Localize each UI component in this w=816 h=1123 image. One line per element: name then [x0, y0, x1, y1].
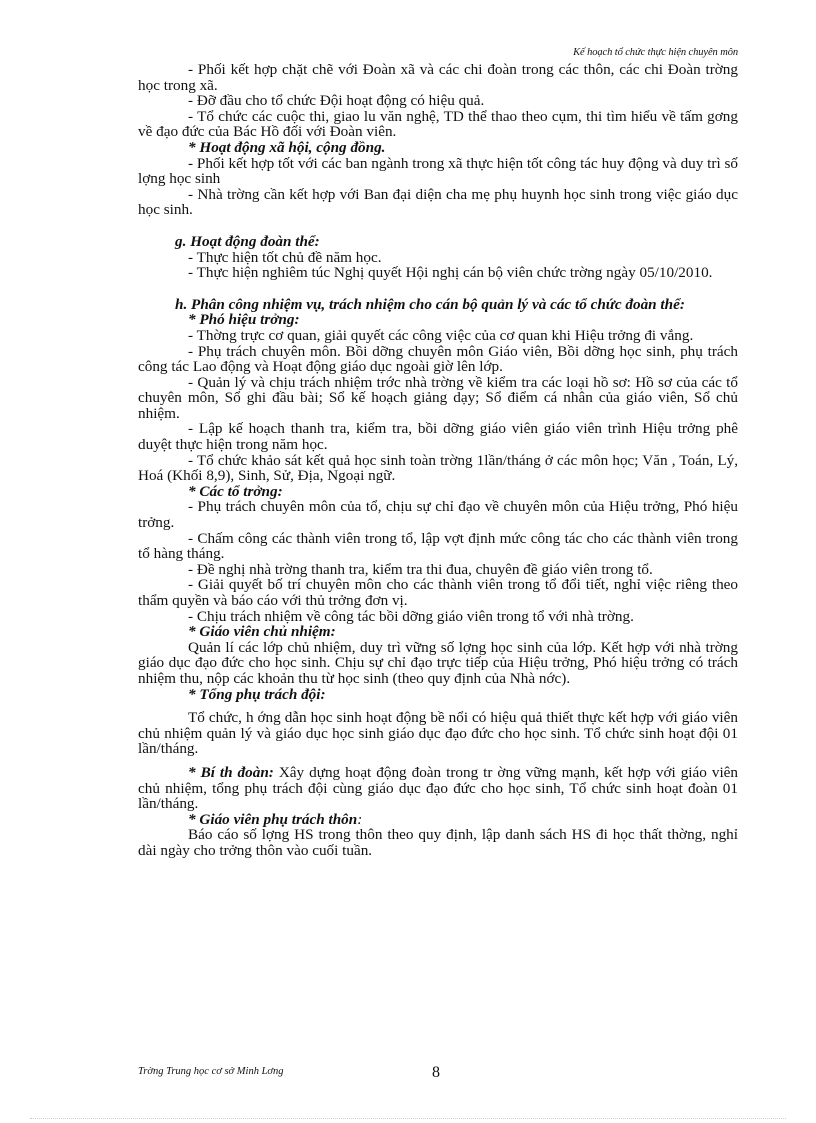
paragraph-with-role	[138, 765, 738, 812]
paragraph: - Nhà trờng cần kết hợp với Ban đại diện cha mẹ phụ huynh học sinh trong việc giáo dục học sinh.	[138, 185, 738, 219]
paragraph: - Tổ chức khảo sát kết quả học sinh toàn trờng 1lần/tháng ở các môn học; Văn , Toán, Lý, Hoá (Khối 8,9), Sinh, Sử, Địa, Ngoại ngữ.	[138, 451, 738, 485]
page-edge-divider	[30, 1118, 786, 1119]
paragraph: - Tổ chức các cuộc thi, giao lu văn nghệ, TD thể thao theo cụm, thi tìm hiểu về tấm gơng về đạo đức của Bác Hồ đối với Đoàn viên.	[138, 107, 738, 141]
paragraph: - Phối kết hợp tốt với các ban ngành trong xã thực hiện tốt công tác huy động và duy trì số lợng học sinh	[138, 154, 738, 188]
footer-school-name: Trờng Trung học cơ sở Minh Lơng	[138, 1066, 284, 1077]
role-heading: * Các tổ trởng:	[188, 482, 283, 500]
page-body	[138, 62, 738, 859]
paragraph: - Phụ trách chuyên môn của tổ, chịu sự chỉ đạo về chuyên môn của Hiệu trởng, Phó hiệu trởng.	[138, 498, 738, 532]
section-heading-h: h. Phân công nhiệm vụ, trách nhiệm cho cán bộ quản lý và các tổ chức đoàn thể:	[175, 295, 685, 313]
paragraph: - Phụ trách chuyên môn. Bồi dỡng chuyên môn Giáo viên, Bồi dỡng học sinh, phụ trách công tác Lao động và Hoạt động giáo dục ngoài giờ lên lớp.	[138, 342, 738, 376]
role-heading: * Phó hiệu trởng:	[188, 311, 300, 329]
role-heading: * Giáo viên chủ nhiệm:	[188, 623, 336, 641]
paragraph: - Đỡ đầu cho tổ chức Đội hoạt động có hiệu quả.	[188, 92, 485, 110]
paragraph: Quản lí các lớp chủ nhiệm, duy trì vững số lợng học sinh của lớp. Kết hợp với nhà trờng giáo dục đạo đức cho học sinh. Chịu sự chỉ đạo trực tiếp của Hiệu trởng, Phó hiệu trởng có trách nhiệm thu, nộp các khoản thu từ học sinh (theo quy định của Nhà nớc).	[138, 638, 738, 687]
section-heading-g: g. Hoạt động đoàn thể:	[175, 232, 320, 250]
paragraph: - Lập kế hoạch thanh tra, kiểm tra, bồi dỡng giáo viên giáo viên trình Hiệu trởng phê duyệt thực hiện trong năm học.	[138, 420, 738, 454]
paragraph: - Giải quyết bố trí chuyên môn cho các thành viên trong tổ đổi tiết, nghỉ việc riêng theo thẩm quyền và báo cáo với thủ trởng đơn vị.	[138, 576, 738, 609]
role-heading: * Tổng phụ trách đội:	[188, 685, 326, 703]
paragraph: - Thờng trực cơ quan, giải quyết các công việc của cơ quan khi Hiệu trởng đi vắng.	[188, 326, 694, 344]
paragraph: Báo cáo số lợng HS trong thôn theo quy định, lập danh sách HS đi học thất thờng, nghỉ dài ngày cho trởng thôn vào cuối tuần.	[138, 826, 738, 859]
paragraph: Tổ chức, h ớng dẫn học sinh hoạt động bề nổi có hiệu quả thiết thực kết hợp với giáo viên chủ nhiệm quản lý và giáo dục học sinh giáo dục đạo đức cho học sinh. Tổ chức sinh hoạt đội 01 lần/tháng.	[138, 709, 738, 758]
heading-colon: :	[357, 810, 363, 828]
paragraph: - Đề nghị nhà trờng thanh tra, kiểm tra thi đua, chuyên đề giáo viên trong tổ.	[188, 560, 653, 578]
paragraph: - Thực hiện tốt chủ đề năm học.	[188, 248, 382, 266]
paragraph: - Quản lý và chịu trách nhiệm trớc nhà trờng về kiểm tra các loại hồ sơ: Hồ sơ của các tổ chuyên môn, Sổ ghi đầu bài; Sổ kế hoạch giảng dạy; Sổ điểm cá nhân của giáo viên, Sổ chủ nhiệm.	[138, 373, 738, 422]
role-heading-line	[138, 812, 738, 828]
role-heading: * Giáo viên phụ trách thôn	[188, 810, 358, 828]
paragraph: - Thực hiện nghiêm túc Nghị quyết Hội nghị cán bộ viên chức trờng ngày 05/10/2010.	[188, 264, 713, 282]
subsection-heading: * Hoạt động xã hội, cộng đồng.	[188, 138, 386, 156]
paragraph: - Chấm công các thành viên trong tổ, lập vợt định mức công tác cho các thành viên trong tổ hàng tháng.	[138, 529, 738, 563]
paragraph-text: Xây dựng hoạt động đoàn trong tr ờng vững mạnh, kết hợp với giáo viên chủ nhiệm, tổng phụ trách đội cùng giáo dục đạo đức cho học sinh, Tổ chức sinh hoạt đoàn 01 lần/tháng.	[138, 763, 738, 813]
running-header: Kế hoạch tổ chức thực hiện chuyên môn	[573, 47, 738, 58]
paragraph: - Phối kết hợp chặt chẽ với Đoàn xã và các chi đoàn trong các thôn, các chi Đoàn trờng học trong xã.	[138, 61, 738, 94]
page-number: 8	[432, 1064, 440, 1081]
role-heading-inline: * Bí th đoàn:	[188, 763, 274, 781]
paragraph: - Chịu trách nhiệm về công tác bồi dỡng giáo viên trong tổ với nhà trờng.	[188, 607, 634, 625]
